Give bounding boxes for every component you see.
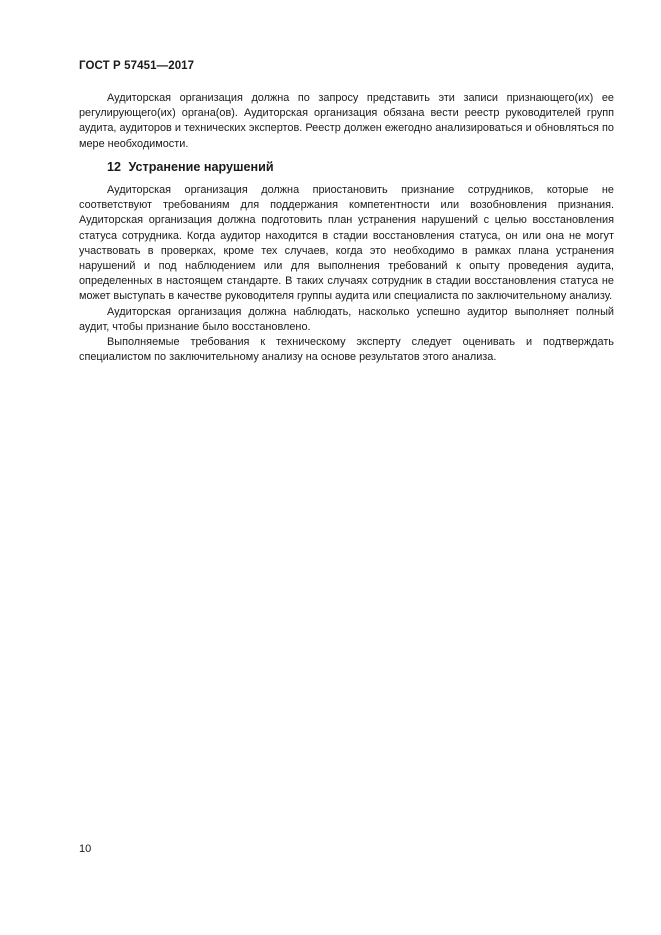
section-heading: [107, 160, 274, 174]
section-title: Устранение нарушений: [128, 160, 274, 174]
intro-text-block: [79, 91, 614, 152]
paragraph: Аудиторская организация должна по запросу представить эти записи признающего(их) ее регулирующего(их) органа(ов). Аудиторская организация обязана вести реестр руководителей групп аудита, аудиторов и технических экспертов. Реестр должен ежегодно анализироваться и обновляться по мере необходимости.: [79, 92, 614, 150]
section-text-block: [79, 183, 614, 365]
page-number: 10: [79, 843, 92, 855]
section-number: 12: [107, 160, 122, 174]
paragraph: Аудиторская организация должна наблюдать, насколько успешно аудитор выполняет полный аудит, чтобы признание было восстановлено.: [79, 305, 614, 333]
standard-id-header: ГОСТ Р 57451—2017: [79, 60, 195, 72]
paragraph: Аудиторская организация должна приостановить признание сотрудников, которые не соответствуют требованиям для поддержания компетентности или возобновления признания. Аудиторская организация должна подготовить план устранения нарушений с целью восстановления статуса сотрудника. Когда аудитор находится в стадии восстановления статуса, он или она не могут участвовать в проверках, кроме тех случаев, когда это необходимо в рамках плана устранения нарушений и под наблюдением или для выполнения требований к опыту проведения аудита, определенных в настоящем стандарте. В таких случаях сотрудник в стадии восстановления статуса не может выступать в качестве руководителя группы аудита или специалиста по заключительному анализу.: [79, 184, 614, 303]
paragraph: Выполняемые требования к техническому эксперту следует оценивать и подтверждать специалистом по заключительному анализу на основе результатов этого анализа.: [79, 336, 614, 364]
